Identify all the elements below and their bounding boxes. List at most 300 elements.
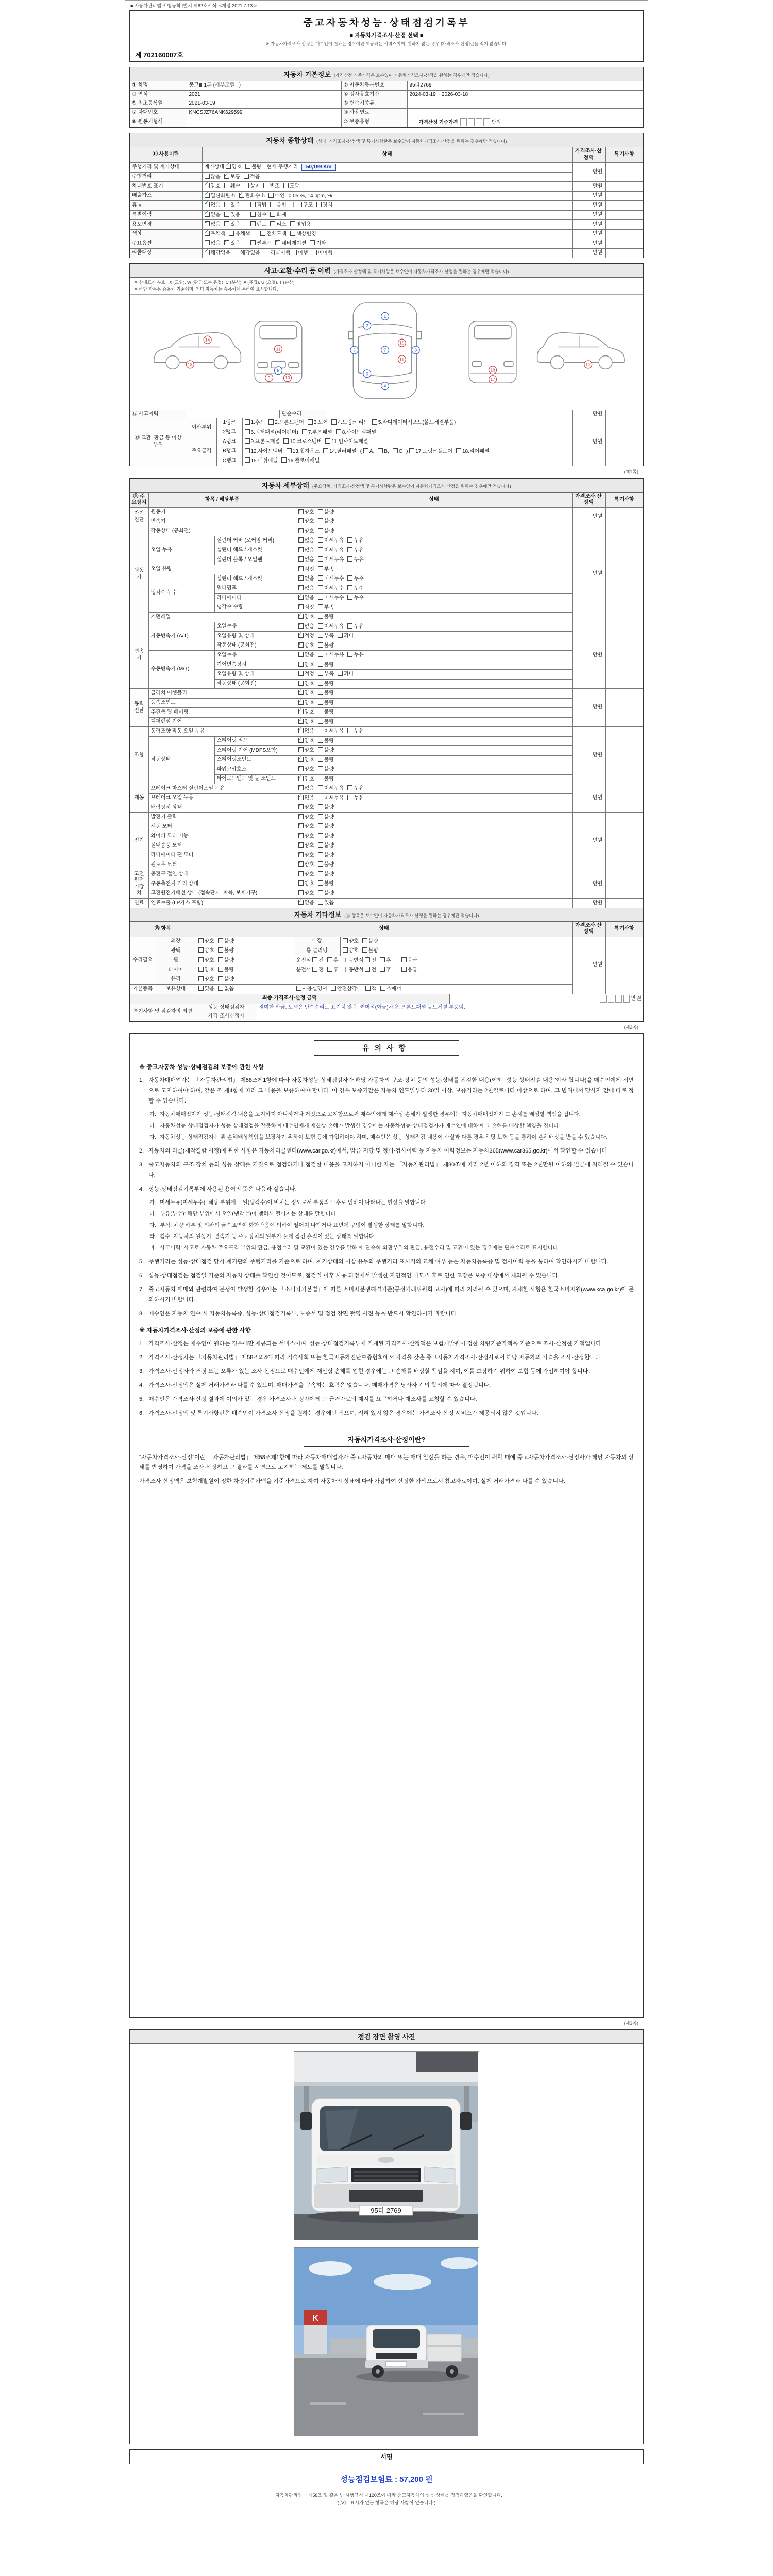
form-option: ✓ 적정 bbox=[298, 633, 314, 639]
checkbox-icon bbox=[205, 174, 210, 179]
signature-label: 서명 bbox=[380, 2453, 393, 2461]
checkbox-icon bbox=[318, 738, 323, 743]
etc-options bbox=[294, 956, 572, 965]
checkbox-icon bbox=[245, 457, 250, 463]
form-option: 양호 bbox=[198, 939, 214, 944]
checkbox-icon bbox=[218, 957, 223, 962]
form-option: 미세누수 bbox=[318, 586, 344, 591]
section-comprehensive bbox=[129, 133, 644, 258]
form-option: ✓ 없음 bbox=[298, 795, 314, 801]
form-option: 누유 bbox=[347, 624, 363, 630]
checkbox-icon bbox=[260, 231, 265, 236]
form-option: 불량 bbox=[318, 805, 334, 810]
option-text: 동반석 bbox=[348, 957, 364, 963]
form-option: 불량 bbox=[318, 662, 334, 668]
detail-row bbox=[130, 784, 643, 794]
item-name: 충전구 절연 상태 bbox=[148, 870, 296, 879]
form-option: ✓ 없음 bbox=[298, 557, 314, 563]
notice-title: 유의사항 bbox=[314, 1040, 459, 1056]
comp-item-status bbox=[202, 201, 572, 211]
form-option: 적정 bbox=[298, 671, 314, 677]
checkbox-checked-icon bbox=[298, 833, 304, 838]
checkbox-checked-icon bbox=[298, 566, 304, 571]
form-option: ✓ 적정 bbox=[298, 605, 314, 611]
form-option: 있음 bbox=[224, 202, 240, 208]
checkbox-icon bbox=[318, 880, 323, 886]
checkbox-icon bbox=[281, 457, 287, 463]
status-options bbox=[296, 594, 572, 603]
form-option: 불량 bbox=[318, 815, 334, 820]
etc-item-label: 타이어 bbox=[156, 965, 196, 975]
form-option: 양호 bbox=[198, 958, 214, 963]
part-name: 라디에이터 bbox=[214, 594, 296, 603]
form-option: 불량 bbox=[318, 834, 334, 839]
note-cell bbox=[605, 248, 643, 258]
form-option: ✓ 없음 bbox=[205, 222, 221, 227]
svg-text:15: 15 bbox=[399, 340, 405, 346]
notice-subitem: 가. 자동차매매업자가 성능·상태점검 내용을 고지하지 아니하거나 거짓으로 고지함으로써 매수인에게 재산상 손해가 발생한 경우에는 자동차매매업자가 그 손해를 배상할 책임을 집니다. bbox=[149, 1111, 581, 1117]
checkbox-icon bbox=[244, 174, 249, 179]
part-name: 작동상태 (공회전) bbox=[214, 641, 296, 651]
detail-row bbox=[130, 574, 643, 584]
device-group: 동력전달 bbox=[130, 689, 148, 727]
checkbox-icon bbox=[268, 419, 274, 425]
checkbox-icon bbox=[372, 419, 377, 425]
item-name: 브레이크 오일 누유 bbox=[148, 793, 296, 803]
form-option: 누유 bbox=[347, 786, 363, 791]
pricing-info-box bbox=[139, 1432, 634, 1486]
notice-item: 3. 중고자동차의 구조·장치 등의 성능·상태를 거짓으로 점검하거나 점검한 내용을 고지하지 아니한 자는 「자동차관리법」 제80조에 따라 2년 이하의 징역 또는 2천만원 이하의 벌금에 처해질 수 있습니다. bbox=[139, 1161, 634, 1178]
etc-item-label: 광택 bbox=[156, 946, 196, 956]
checkbox-checked-icon bbox=[224, 240, 229, 245]
etc-info-table bbox=[130, 922, 643, 994]
inspector-opinion-table bbox=[130, 1004, 643, 1021]
form-option: ✓ 양호 bbox=[205, 183, 221, 189]
checkbox-icon bbox=[198, 976, 204, 981]
detail-row bbox=[130, 622, 643, 632]
note-cell bbox=[605, 201, 643, 211]
col-remarks: 특기사항 bbox=[605, 493, 643, 508]
form-option: 적법 bbox=[250, 202, 266, 208]
form-option: ✓ 양호 bbox=[298, 709, 314, 715]
part-name: 실린더 블록 / 오일팬 bbox=[214, 555, 296, 565]
form-option: ✓ 없음 bbox=[298, 900, 314, 906]
status-options bbox=[296, 784, 572, 794]
form-option: 불량 bbox=[318, 824, 334, 829]
checkbox-icon bbox=[365, 967, 370, 972]
checkbox-checked-icon bbox=[298, 861, 304, 867]
checkbox-icon bbox=[224, 202, 229, 207]
status-options bbox=[296, 622, 572, 632]
form-option: 불량 bbox=[318, 700, 334, 706]
item-name: 윈도우 모터 bbox=[148, 860, 296, 870]
first-registration-date: 2021-03-19 bbox=[187, 99, 341, 109]
final-price-label: 최종 가격조사·산정 금액 bbox=[130, 994, 449, 1004]
form-option: 과다 bbox=[338, 671, 354, 677]
checkbox-icon bbox=[287, 448, 292, 453]
svg-text:1: 1 bbox=[383, 313, 386, 319]
form-option: ✓ 없음 bbox=[298, 576, 314, 582]
price-cell: 만원 bbox=[572, 899, 605, 908]
checkbox-checked-icon bbox=[298, 528, 304, 533]
checkbox-checked-icon bbox=[298, 700, 304, 705]
form-option: ✓ 양호 bbox=[298, 748, 314, 753]
form-option: 없음 bbox=[218, 986, 234, 992]
checkbox-checked-icon bbox=[205, 221, 210, 226]
notice-heading: ※ 자동차가격조사·산정의 보증에 관한 사항 bbox=[139, 1327, 251, 1334]
rank-label: 1랭크 bbox=[216, 418, 242, 428]
form-option: 미세누유 bbox=[318, 728, 344, 734]
comp-item-label: 주요옵션 bbox=[130, 239, 202, 249]
checkbox-icon bbox=[380, 957, 385, 962]
form-option: 12.사이드멤버 bbox=[245, 449, 283, 454]
checkbox-checked-icon bbox=[298, 537, 304, 543]
form-option: 침수 bbox=[250, 212, 266, 218]
form-option: 렌트 bbox=[250, 222, 266, 227]
form-option: 기타 bbox=[310, 241, 326, 246]
checkbox-icon bbox=[318, 833, 323, 838]
form-option: 부족 bbox=[318, 605, 334, 611]
checkbox-icon bbox=[298, 662, 304, 667]
checkbox-icon bbox=[318, 604, 323, 609]
detail-row bbox=[130, 899, 643, 908]
checkbox-checked-icon bbox=[298, 556, 304, 562]
simple-repair-label: 단순수리 bbox=[279, 410, 326, 419]
comp-item-status bbox=[202, 220, 572, 230]
form-option: ✓ 없음 bbox=[298, 586, 314, 591]
form-option: 전 bbox=[312, 958, 324, 963]
option-text: ( bbox=[360, 448, 362, 454]
form-option: 양호 bbox=[198, 948, 214, 954]
checkbox-checked-icon bbox=[275, 240, 280, 245]
detail-row bbox=[130, 507, 643, 517]
status-options bbox=[296, 774, 572, 784]
form-option: 1.후드 bbox=[245, 420, 265, 426]
form-option: ✓ 네비게이션 bbox=[275, 241, 306, 246]
note-cell bbox=[605, 229, 643, 239]
svg-text:10: 10 bbox=[285, 375, 290, 380]
status-options bbox=[296, 670, 572, 680]
etc-section-title: 자동차 기타정보 (⑮ 항목은 보수없이 자동차가격조사·산정을 원하는 경우에만 적습니다) bbox=[130, 908, 643, 922]
form-option: 후 bbox=[380, 958, 391, 963]
checkbox-icon bbox=[224, 221, 229, 226]
comp-item-label: 주행거리 bbox=[130, 172, 202, 182]
divider bbox=[293, 202, 294, 207]
checkbox-icon bbox=[245, 448, 250, 453]
checkbox-icon bbox=[245, 419, 250, 425]
form-option: ✓ 양호 bbox=[298, 862, 314, 868]
note-cell bbox=[605, 410, 643, 419]
section-photos bbox=[129, 2029, 644, 2444]
form-option: 훼손 bbox=[224, 183, 240, 189]
page-marker: (제2쪽) bbox=[624, 1024, 638, 1030]
status-options bbox=[296, 536, 572, 546]
notice-subitem: 가. 미세누유(미세누수): 해당 부위에 오일(냉각수)이 비치는 정도로서 부품의 노후로 인하여 나타나는 현상을 말합니다. bbox=[149, 1199, 427, 1206]
checkbox-icon bbox=[205, 240, 210, 245]
vin-number: KNCSJZ76ANK629599 bbox=[187, 108, 341, 117]
checkbox-icon bbox=[298, 652, 304, 657]
checkbox-icon bbox=[318, 757, 323, 762]
panel-row bbox=[130, 418, 643, 428]
status-options bbox=[296, 727, 572, 737]
option-text: 운전석 bbox=[296, 957, 311, 963]
inspection-period: 2024-03-19 ~ 2026-03-18 bbox=[407, 90, 643, 99]
checkbox-icon bbox=[318, 556, 323, 562]
form-option: ✓ 양호 bbox=[298, 853, 314, 858]
status-options bbox=[296, 879, 572, 889]
section-accident-history bbox=[129, 263, 644, 466]
note-cell bbox=[605, 899, 643, 908]
detail-row bbox=[130, 736, 643, 746]
appraiser-comment bbox=[257, 1012, 643, 1021]
footer-note-1: 「자동차관리법」 제58조 및 같은 법 시행규칙 제120조에 따라 중고자동차의 성능·상태를 점검하였음을 확인합니다. bbox=[271, 2492, 502, 2498]
form-option: 4.트렁크 리드 bbox=[331, 420, 368, 426]
checkbox-icon bbox=[297, 202, 302, 207]
notice-item: 2. 가격조사·산정자는 「자동차관리법」 제58조의4에 따라 기술사회 또는 한국자동차진단보증협회에서 자격을 갖춘 중고자동차가격조사·산정사로서 해당 자동차의 가격을 조사·산정합니다. bbox=[139, 1354, 602, 1361]
status-options bbox=[296, 860, 572, 870]
checkbox-icon bbox=[318, 537, 323, 543]
comp-item-status bbox=[202, 172, 572, 182]
comp-row bbox=[130, 182, 643, 192]
notice-item: 6. 성능·상태점검은 점검일 기준의 자동차 상태를 확인한 것이므로, 점검일 이후 사용 과정에서 발생한 자연적인 마모·노후로 인한 고장은 보증 대상에서 제외될 수 있습니다. bbox=[139, 1272, 560, 1279]
detail-row bbox=[130, 889, 643, 899]
form-option: 양호 bbox=[198, 977, 214, 982]
form-option: 불량 bbox=[362, 948, 378, 954]
simple-repair-options bbox=[326, 410, 572, 419]
checkbox-icon bbox=[218, 967, 223, 972]
form-option: 있음 bbox=[224, 222, 240, 227]
checkbox-icon bbox=[312, 967, 317, 972]
checkbox-icon bbox=[343, 947, 348, 953]
col-price: 가격조사·산정액 bbox=[572, 147, 605, 163]
accident-history-table bbox=[130, 410, 643, 419]
svg-text:16: 16 bbox=[399, 356, 405, 362]
checkbox-checked-icon bbox=[298, 690, 304, 695]
checkbox-icon bbox=[250, 221, 256, 226]
etc-item-label: 룸 클리닝 bbox=[294, 946, 340, 956]
form-option: ✓ 없음 bbox=[298, 728, 314, 734]
checkbox-icon bbox=[292, 250, 297, 255]
status-options bbox=[296, 632, 572, 641]
checkbox-icon bbox=[318, 747, 323, 752]
checkbox-icon bbox=[312, 250, 317, 255]
form-option: ✓ 적정 bbox=[298, 567, 314, 572]
checkbox-icon bbox=[318, 595, 323, 600]
status-options bbox=[296, 765, 572, 775]
checkbox-checked-icon bbox=[224, 174, 229, 179]
item-name: 디퍼렌셜 기어 bbox=[148, 717, 296, 727]
checkbox-icon bbox=[244, 183, 249, 188]
rank-label: A랭크 bbox=[216, 437, 242, 447]
form-option: 전체도색 bbox=[260, 231, 287, 237]
form-option: 양호 bbox=[298, 681, 314, 687]
form-option: 양호 bbox=[343, 939, 359, 944]
comp-item-label: 색상 bbox=[130, 229, 202, 239]
divider bbox=[345, 967, 346, 972]
page-marker: (제1쪽) bbox=[624, 469, 638, 474]
checkbox-icon bbox=[347, 652, 352, 657]
price-cell: 만원 bbox=[572, 527, 605, 622]
comp-row bbox=[130, 201, 643, 211]
form-option: 불법 bbox=[270, 202, 286, 208]
item-name: 클러치 어셈블리 bbox=[148, 689, 296, 699]
form-option: 응급 bbox=[401, 958, 417, 963]
checkbox-icon bbox=[318, 709, 323, 714]
form-option: 15.대쉬패널 bbox=[245, 458, 278, 464]
state-code-legend: ※ 상태표시 부호 : X (교환), W (판금 또는 용접), C (부식), A (흠집), U (요철), T (손상) ※ 하단 항목은 승용차 기준이며, 기타 자동차는 승용차에 준하여 표시합니다. bbox=[130, 278, 643, 295]
label-first-registration: ⑤ 최초등록일 bbox=[130, 99, 187, 109]
checkbox-checked-icon bbox=[298, 575, 304, 581]
note-cell bbox=[605, 182, 643, 192]
checkbox-icon bbox=[365, 957, 370, 962]
form-option: ✓ 양호 bbox=[298, 690, 314, 696]
form-option: ✓ 양호 bbox=[298, 767, 314, 772]
checkbox-icon bbox=[312, 957, 317, 962]
item-name: 브레이크 마스터 실린더오일 누유 bbox=[148, 784, 296, 794]
form-option: 없음 bbox=[298, 652, 314, 658]
form-option: A, bbox=[363, 449, 374, 454]
panel-options bbox=[242, 418, 572, 428]
svg-text:5: 5 bbox=[277, 367, 280, 373]
checkbox-checked-icon bbox=[298, 757, 304, 762]
option-text: 계기상태 bbox=[204, 164, 225, 170]
part-name: 파워고압호스 bbox=[214, 765, 296, 775]
form-option: 양호 bbox=[298, 881, 314, 887]
form-option: 미세누수 bbox=[318, 576, 344, 582]
etc-item-label: 내장 bbox=[294, 937, 340, 946]
form-option: 양호 bbox=[298, 872, 314, 877]
notice-item: 6. 가격조사·산정액 및 특기사항란은 매수인이 가격조사·산정을 원하는 경우에만 적으며, 적혀 있지 않은 경우에는 가격조사·산정 서비스가 제공되지 않은 것입니다. bbox=[139, 1410, 539, 1416]
form-option: 2.프론트펜더 bbox=[268, 420, 304, 426]
option-text: 동반석 bbox=[348, 967, 364, 973]
svg-text:4: 4 bbox=[383, 383, 386, 388]
item-name: 추진축 및 베어링 bbox=[148, 708, 296, 718]
note-cell bbox=[605, 937, 643, 994]
panel-options bbox=[242, 428, 572, 437]
note-cell bbox=[605, 418, 643, 466]
svg-text:14: 14 bbox=[205, 337, 210, 343]
form-option: 5.라디에이터서포트(볼트체결부품) bbox=[372, 420, 456, 426]
label-warranty-type: ⑩ 보증유형 bbox=[341, 117, 407, 128]
etc-row bbox=[130, 937, 643, 946]
checkbox-icon bbox=[318, 662, 323, 667]
form-option: 불량 bbox=[318, 748, 334, 753]
etc-group: 수리필요 bbox=[130, 937, 156, 985]
detail-section-title: 자동차 세부상태 (주요장치, 가격조사·산정액 및 특기사항란은 보수없이 자동차가격조사·산정을 원하는 경우에만 적습니다) bbox=[130, 479, 643, 493]
checkbox-icon bbox=[198, 957, 204, 962]
item-name: 작동상태 (공회전) bbox=[148, 527, 296, 536]
item-name: 오일 유량 bbox=[148, 565, 296, 574]
comp-item-status bbox=[202, 182, 572, 192]
checkbox-icon bbox=[270, 221, 275, 226]
detail-row bbox=[130, 879, 643, 889]
checkbox-icon bbox=[302, 429, 307, 434]
svg-text:2: 2 bbox=[365, 323, 368, 328]
checkbox-icon bbox=[298, 681, 304, 686]
comp-row bbox=[130, 220, 643, 230]
status-options bbox=[296, 812, 572, 822]
form-option: 불량 bbox=[318, 738, 334, 744]
accident-section-title: 사고·교환·수리 등 이력 (가격조사·산정액 및 특기사항은 보수없이 자동차가격조사·산정을 원하는 경우에만 적습니다) bbox=[130, 264, 643, 278]
comp-item-status bbox=[202, 248, 572, 258]
notice-subitem: 다. 자동차성능·상태점검자는 위 손해배상책임을 보장하기 위하여 보험 등에 가입하여야 하며, 매수인은 성능·상태점검 내용이 사실과 다른 경우 해당 보험 등을 통하여 손해배상을 받을 수 있습니다. bbox=[149, 1133, 608, 1140]
detail-row bbox=[130, 698, 643, 708]
final-price-table bbox=[130, 994, 643, 1004]
status-options bbox=[296, 841, 572, 851]
checkbox-checked-icon bbox=[298, 823, 304, 828]
price-cell: 만원 bbox=[572, 937, 605, 994]
col-usage-history: ⑪ 사용이력 bbox=[130, 147, 202, 163]
part-name: 기어변속장치 bbox=[214, 660, 296, 670]
checkbox-icon bbox=[318, 871, 323, 876]
part-name: 스티어링조인트 bbox=[214, 755, 296, 765]
item-name: 원동기 bbox=[148, 507, 296, 517]
form-option: 불량 bbox=[318, 757, 334, 763]
checkbox-checked-icon bbox=[298, 814, 304, 819]
form-option: 해당있음 bbox=[234, 250, 260, 256]
checkbox-icon bbox=[325, 438, 330, 444]
checkbox-checked-icon bbox=[205, 250, 210, 255]
form-option: 미세누유 bbox=[318, 557, 344, 563]
checkbox-icon bbox=[347, 728, 352, 733]
form-option: 8.사이드실패널 bbox=[336, 430, 376, 435]
model-year: 2021 bbox=[187, 90, 341, 99]
checkbox-icon bbox=[318, 719, 323, 724]
etc-options bbox=[340, 937, 572, 946]
form-option: 없음 bbox=[205, 241, 221, 246]
base-price-field: 가격산정 기준가격 만원 bbox=[419, 120, 501, 125]
checkbox-checked-icon bbox=[298, 623, 304, 629]
checkbox-icon bbox=[347, 556, 352, 562]
device-group: 고전원전기장치 bbox=[130, 870, 148, 899]
checkbox-icon bbox=[401, 957, 407, 962]
etc-options bbox=[196, 946, 294, 956]
item-name: 구동축전지 격리 상태 bbox=[148, 879, 296, 889]
label-transmission: ⑥ 변속기종류 bbox=[341, 99, 407, 109]
notice-subitem: 마. 사고이력: 사고로 자동차 주요골격 부위의 판금, 용접수리 및 교환이 있는 경우를 말하며, 단순히 외판부위의 판금, 용접수리 및 교환이 있는 경우에는 단순수리로 표시합니다. bbox=[149, 1244, 560, 1251]
comp-row bbox=[130, 239, 643, 249]
item-name: 고전원전기배선 상태 (접속단자, 피복, 보호기구) bbox=[148, 889, 296, 899]
checkbox-icon bbox=[250, 202, 256, 207]
checkbox-icon bbox=[347, 595, 352, 600]
checkbox-icon bbox=[318, 575, 323, 581]
form-option: 미세누유 bbox=[318, 548, 344, 553]
etc-options bbox=[196, 985, 294, 994]
price-cell: 만원 bbox=[572, 812, 605, 870]
checkbox-icon bbox=[318, 509, 323, 514]
status-options bbox=[296, 736, 572, 746]
status-options bbox=[296, 899, 572, 908]
form-option: 부족 bbox=[318, 671, 334, 677]
notice-item: 5. 주행거리는 성능·상태점검 당시 계기판의 주행거리를 기준으로 하며, 계기상태의 이상 유무와 주행거리 표시기의 교체 여부 등은 자동차등록증 및 검사이력 등을 통하여 확인하시기 바랍니다. bbox=[139, 1258, 609, 1265]
final-price-value: 만원 bbox=[449, 994, 643, 1004]
checkbox-icon bbox=[401, 967, 407, 972]
option-text: 현재 주행거리 bbox=[266, 164, 298, 170]
form-option: 후 bbox=[380, 967, 391, 973]
checkbox-icon bbox=[298, 890, 304, 895]
detail-row bbox=[130, 727, 643, 737]
checkbox-icon bbox=[318, 785, 323, 790]
svg-text:7: 7 bbox=[383, 347, 386, 352]
comp-row bbox=[130, 248, 643, 258]
svg-text:13: 13 bbox=[188, 361, 193, 367]
form-option: 구조 bbox=[297, 202, 313, 208]
col-state: 상태 bbox=[296, 493, 572, 508]
form-option: ✓ 양호 bbox=[298, 834, 314, 839]
checkbox-checked-icon bbox=[298, 738, 304, 743]
checkbox-icon bbox=[298, 871, 304, 876]
detail-row bbox=[130, 793, 643, 803]
